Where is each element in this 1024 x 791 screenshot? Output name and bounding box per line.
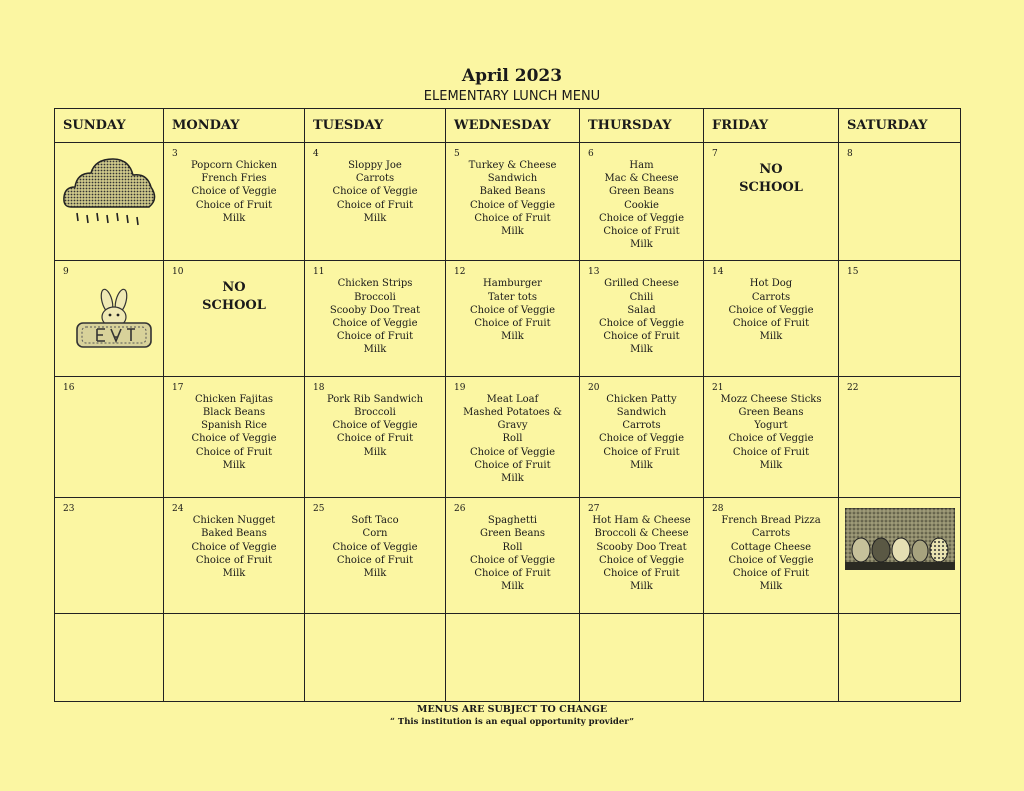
- menu-item: Milk: [363, 212, 387, 224]
- day-number: 24: [172, 504, 184, 515]
- menu-item: Choice of Veggie: [191, 433, 277, 445]
- menu-item: Meat Loaf: [486, 393, 539, 405]
- day-cell: [164, 261, 305, 376]
- menu-item: Milk: [501, 331, 524, 343]
- menu-item: French Fries: [201, 173, 267, 185]
- menu-item: Milk: [222, 459, 246, 471]
- menu-item: Choice of Fruit: [603, 568, 680, 580]
- menu-item: Green Beans: [608, 186, 675, 198]
- day-number: 6: [588, 149, 594, 159]
- menu-item: Milk: [759, 331, 783, 343]
- menu-item: Choice of Veggie: [469, 554, 556, 566]
- day-cell: [55, 376, 164, 497]
- menu-item: Choice of Veggie: [191, 541, 277, 553]
- menu-item: Milk: [759, 459, 783, 471]
- menu-item: Scooby Doo Treat: [596, 541, 687, 553]
- menu-item: Milk: [363, 344, 387, 356]
- menu-item: Milk: [222, 212, 246, 224]
- menu-item: Ham: [629, 160, 654, 171]
- day-number: 21: [712, 382, 724, 393]
- menu-item: Carrots: [751, 528, 791, 540]
- menu-item: Popcorn Chicken: [190, 160, 278, 171]
- menu-item: Milk: [630, 344, 653, 356]
- day-number: 5: [454, 149, 460, 159]
- menu-item: Choice of Fruit: [603, 446, 680, 458]
- menu-item: Choice of Fruit: [195, 199, 273, 211]
- day-cell: [704, 613, 839, 701]
- menu-item: Milk: [630, 239, 653, 251]
- menu-list: [452, 514, 573, 593]
- day-cell: [839, 498, 961, 613]
- day-cell: [55, 143, 164, 261]
- day-number: 12: [454, 267, 466, 278]
- menu-list: [170, 393, 298, 472]
- day-number: 25: [313, 504, 325, 515]
- page-subtitle: ELEMENTARY LUNCH MENU: [423, 89, 601, 104]
- menu-item: Black Beans: [202, 407, 266, 419]
- menu-item: Milk: [630, 581, 653, 593]
- menu-item: Chicken Strips: [337, 278, 413, 290]
- menu-item: French Bread Pizza: [721, 515, 821, 527]
- menu-list: [586, 514, 697, 593]
- menu-item: Baked Beans: [201, 528, 267, 540]
- day-number: 11: [313, 267, 325, 278]
- menu-item: Pork Rib Sandwich: [326, 393, 424, 405]
- day-number: 14: [712, 267, 724, 278]
- menu-item: Choice of Fruit: [732, 318, 810, 330]
- menu-item: Turkey & Cheese: [468, 160, 557, 171]
- day-cell: [839, 376, 961, 497]
- day-cell: [704, 143, 839, 261]
- menu-list: [311, 393, 439, 459]
- day-cell: [580, 143, 704, 261]
- menu-item: Carrots: [622, 420, 661, 432]
- menu-item: Choice of Fruit: [195, 554, 273, 566]
- menu-item: Broccoli & Cheese: [594, 528, 689, 540]
- menu-list: [586, 277, 697, 356]
- menu-item: Choice of Fruit: [603, 226, 680, 238]
- day-cell: [55, 613, 164, 701]
- day-cell: [580, 613, 704, 701]
- menu-item: Choice of Fruit: [336, 433, 414, 445]
- day-cell: [305, 261, 446, 376]
- day-cell: [164, 613, 305, 701]
- calendar-grid: [54, 108, 961, 702]
- menu-item: Choice of Fruit: [336, 554, 414, 566]
- no-school-line: NO: [759, 162, 783, 177]
- menu-list: [170, 514, 298, 580]
- day-cell: [704, 261, 839, 376]
- menu-item: Spaghetti: [487, 515, 538, 527]
- menu-item: Choice of Veggie: [191, 186, 277, 198]
- menu-item: Milk: [501, 581, 524, 593]
- day-cell: [839, 261, 961, 376]
- menu-item: Roll: [502, 433, 523, 445]
- week-row: [55, 376, 961, 497]
- menu-item: Hot Ham & Cheese: [592, 515, 691, 527]
- menu-item: Chicken Fajitas: [194, 393, 274, 405]
- day-cell: [580, 376, 704, 497]
- menu-item: Choice of Veggie: [469, 304, 556, 316]
- day-number: 17: [172, 382, 184, 393]
- menu-item: Soft Taco: [351, 515, 399, 527]
- menu-item: Grilled Cheese: [604, 278, 679, 290]
- menu-item: Milk: [363, 568, 387, 580]
- menu-item: Spanish Rice: [201, 420, 267, 432]
- rain-cloud-icon: [61, 151, 157, 235]
- menu-item: Sandwich: [487, 173, 538, 185]
- day-cell: [446, 261, 580, 376]
- no-school-line: SCHOOL: [739, 180, 803, 195]
- menu-item: Scooby Doo Treat: [329, 304, 421, 316]
- day-cell: [580, 261, 704, 376]
- menu-item: Milk: [363, 446, 387, 458]
- page-title: April 2023: [461, 66, 563, 86]
- menu-item: Choice of Fruit: [336, 199, 414, 211]
- menu-list: [311, 514, 439, 580]
- easter-bunny-icon: [73, 287, 155, 351]
- menu-item: Cookie: [624, 199, 659, 211]
- menu-list: [452, 277, 573, 343]
- day-cell: [580, 498, 704, 613]
- menu-item: Choice of Veggie: [332, 420, 418, 432]
- menu-item: Choice of Veggie: [728, 304, 814, 316]
- menu-item: Choice of Fruit: [474, 459, 551, 471]
- menu-item: Choice of Veggie: [598, 212, 685, 224]
- menu-item: Choice of Fruit: [474, 212, 551, 224]
- day-cell: [164, 498, 305, 613]
- menu-item: Cottage Cheese: [730, 541, 812, 553]
- footer-statement: “ This institution is an equal opportunity provider”: [390, 717, 634, 727]
- week-row: [55, 143, 961, 261]
- menu-item: Chicken Patty: [606, 393, 677, 405]
- day-number: 10: [172, 267, 184, 278]
- menu-item: Choice of Fruit: [732, 568, 810, 580]
- week-row: [55, 261, 961, 376]
- menu-list: [311, 277, 439, 356]
- day-cell: [305, 376, 446, 497]
- day-cell: [446, 613, 580, 701]
- day-cell: [164, 376, 305, 497]
- weekday-header-row: [55, 109, 961, 143]
- menu-list: [710, 393, 832, 472]
- menu-item: Roll: [502, 541, 523, 553]
- menu-item: Milk: [630, 459, 653, 471]
- menu-item: Corn: [362, 528, 388, 540]
- menu-list: [710, 514, 832, 593]
- day-cell: [55, 261, 164, 376]
- footer-notice: MENUS ARE SUBJECT TO CHANGE: [416, 704, 608, 715]
- day-number: 19: [454, 382, 466, 393]
- day-cell: [704, 498, 839, 613]
- day-number: 3: [172, 149, 178, 159]
- day-number: 8: [847, 149, 853, 159]
- menu-item: Carrots: [751, 291, 791, 303]
- weekday-header: THURSDAY: [580, 109, 704, 143]
- menu-item: Chicken Nugget: [192, 515, 276, 527]
- day-number: 27: [588, 504, 600, 515]
- weekday-header: MONDAY: [164, 109, 305, 143]
- weekday-header: SATURDAY: [839, 109, 961, 143]
- menu-item: Green Beans: [479, 528, 546, 540]
- menu-item: Choice of Veggie: [469, 199, 556, 211]
- day-cell: [446, 143, 580, 261]
- menu-item: Green Beans: [738, 407, 804, 419]
- menu-item: Choice of Veggie: [728, 433, 814, 445]
- menu-item: Milk: [759, 581, 783, 593]
- day-number: 22: [847, 382, 859, 393]
- day-cell: [704, 376, 839, 497]
- menu-list: [586, 393, 697, 472]
- no-school-notice: [164, 279, 304, 315]
- menu-item: Yogurt: [754, 420, 788, 432]
- menu-list: [170, 159, 298, 225]
- easter-eggs-icon: [845, 508, 955, 570]
- day-cell: [839, 613, 961, 701]
- menu-item: Milk: [222, 568, 246, 580]
- day-cell: [305, 498, 446, 613]
- weekday-header: FRIDAY: [704, 109, 839, 143]
- day-number: 23: [63, 504, 75, 515]
- menu-item: Baked Beans: [479, 186, 546, 198]
- no-school-line: SCHOOL: [202, 298, 266, 314]
- day-cell: [305, 143, 446, 261]
- no-school-line: NO: [222, 280, 246, 296]
- menu-item: Choice of Fruit: [195, 446, 273, 458]
- menu-item: Mashed Potatoes &: [463, 407, 562, 419]
- day-number: 28: [712, 504, 724, 515]
- menu-item: Choice of Veggie: [332, 186, 418, 198]
- day-cell: [164, 143, 305, 261]
- menu-item: Broccoli: [354, 407, 396, 419]
- day-cell: [839, 143, 961, 261]
- menu-item: Choice of Veggie: [728, 554, 814, 566]
- day-number: 26: [454, 504, 466, 515]
- day-cell: [305, 613, 446, 701]
- menu-list: [311, 159, 439, 225]
- day-number: 7: [712, 149, 718, 159]
- menu-list: [586, 159, 697, 251]
- menu-list: [710, 277, 832, 343]
- day-number: 15: [847, 267, 859, 278]
- menu-item: Gravy: [497, 420, 528, 432]
- menu-item: Mac & Cheese: [604, 173, 679, 185]
- day-cell: [55, 498, 164, 613]
- menu-item: Sandwich: [616, 407, 667, 419]
- menu-item: Tater tots: [488, 291, 537, 303]
- menu-item: Sloppy Joe: [348, 160, 402, 171]
- weekday-header: WEDNESDAY: [446, 109, 580, 143]
- menu-item: Choice of Veggie: [598, 433, 685, 445]
- day-cell: [446, 376, 580, 497]
- menu-item: Hamburger: [483, 278, 542, 290]
- day-number: 4: [313, 149, 319, 159]
- weekday-header: SUNDAY: [55, 109, 164, 143]
- menu-item: Milk: [501, 473, 524, 485]
- menu-item: Choice of Fruit: [474, 318, 551, 330]
- menu-item: Choice of Fruit: [336, 331, 414, 343]
- day-number: 16: [63, 382, 75, 393]
- menu-item: Choice of Veggie: [598, 554, 685, 566]
- menu-item: Choice of Veggie: [332, 541, 418, 553]
- menu-list: [452, 159, 573, 238]
- menu-item: Broccoli: [354, 291, 396, 303]
- menu-item: Hot Dog: [749, 278, 793, 290]
- weekday-header: TUESDAY: [305, 109, 446, 143]
- menu-item: Choice of Veggie: [598, 318, 685, 330]
- menu-item: Choice of Fruit: [603, 331, 680, 343]
- menu-item: Choice of Veggie: [469, 446, 556, 458]
- menu-item: Milk: [501, 226, 524, 238]
- menu-item: Choice of Fruit: [474, 568, 551, 580]
- menu-item: Mozz Cheese Sticks: [720, 393, 822, 405]
- menu-item: Choice of Fruit: [732, 446, 810, 458]
- menu-item: Choice of Veggie: [332, 318, 418, 330]
- menu-item: Carrots: [355, 173, 395, 185]
- week-row: [55, 498, 961, 613]
- day-number: 18: [313, 382, 325, 393]
- menu-item: Salad: [627, 304, 656, 316]
- menu-item: Chili: [629, 291, 654, 303]
- week-row: [55, 613, 961, 701]
- day-number: 20: [588, 382, 600, 393]
- day-cell: [446, 498, 580, 613]
- menu-list: [452, 393, 573, 485]
- day-number: 13: [588, 267, 600, 278]
- day-number: 9: [63, 267, 69, 278]
- no-school-notice: [704, 161, 838, 197]
